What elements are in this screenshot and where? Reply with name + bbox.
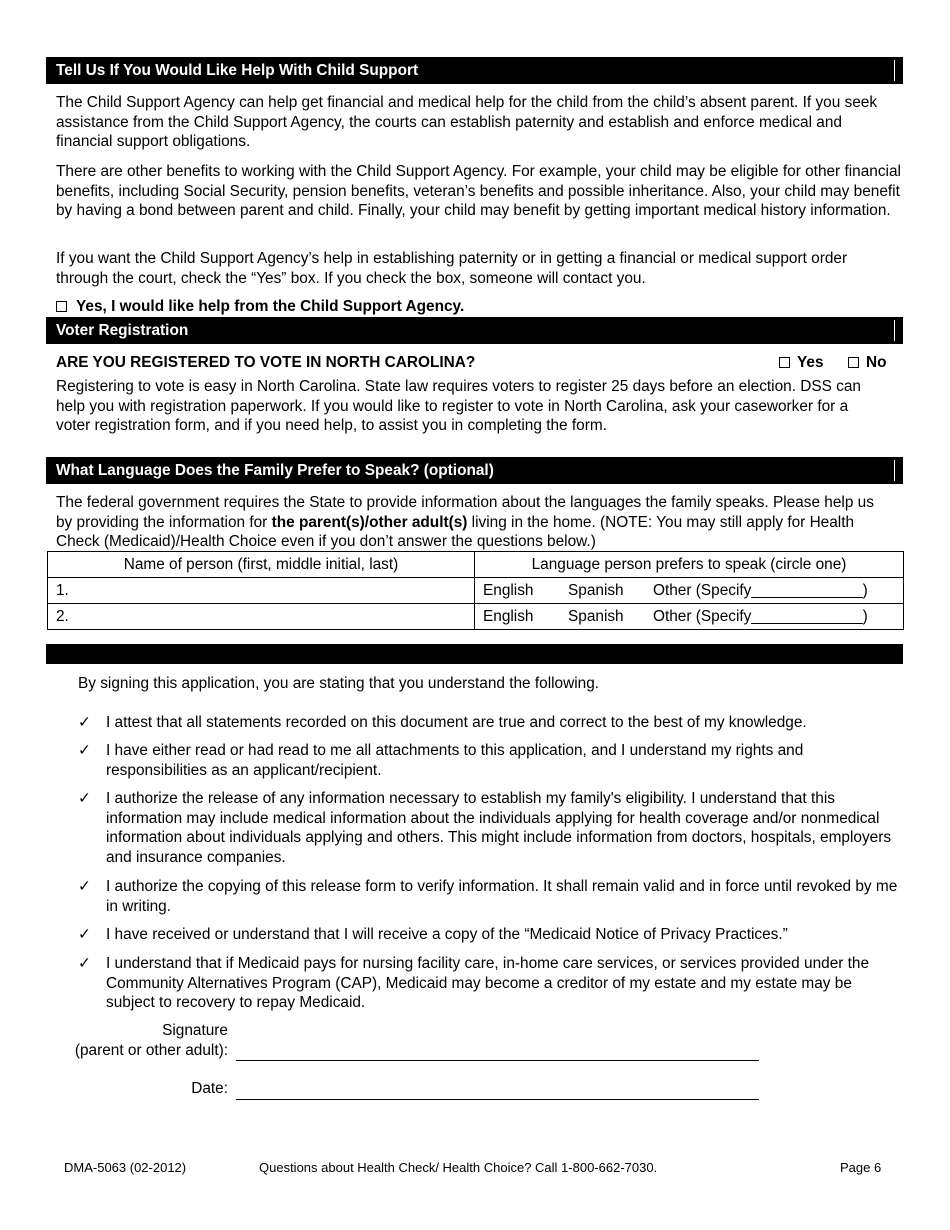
signature-label-line-2: (parent or other adult): — [74, 1041, 228, 1059]
language-choice-cell — [475, 578, 904, 604]
voter-yes-checkbox[interactable] — [779, 357, 790, 368]
attestation-item — [78, 877, 898, 916]
child-support-option — [56, 297, 901, 317]
child-support-para-2: There are other benefits to working with the Child Support Agency. For example, your child may be eligible for other financial benefits, including Social Security, pension benefits, veteran’s benefits and possible inheritance. Also, your child may benefit by having a bond between parent and child. Finally, your child may benefit by getting important medical history information. — [56, 163, 901, 220]
row-number: 2. — [56, 607, 69, 625]
voter-yes-option — [779, 353, 824, 373]
attestation-item — [78, 789, 898, 867]
spanish-option[interactable]: Spanish — [568, 607, 624, 625]
language-para-part-2: living in the home. (NOTE: You may still apply for Health Check (Medicaid)/Health Choice even if you don’t answer the questions below.) — [56, 513, 855, 551]
header-divider — [894, 460, 895, 481]
date-field[interactable] — [236, 1099, 759, 1100]
signature-label — [40, 1021, 228, 1060]
check-icon: ✓ — [78, 955, 91, 972]
attestation-item-text: I attest that all statements recorded on this document are true and correct to the best of my knowledge. — [106, 714, 807, 731]
language-para-part-1: The federal government requires the State to provide information about the languages the family speaks. Please help us by providing the information for — [56, 494, 874, 531]
english-option[interactable]: English — [483, 581, 534, 599]
other-option[interactable]: Other (Specify_____________) — [653, 607, 868, 625]
language-choice-cell — [475, 604, 904, 630]
language-table-header-row — [48, 552, 904, 578]
voter-question: ARE YOU REGISTERED TO VOTE IN NORTH CAROLINA? — [56, 354, 476, 371]
signature-field[interactable] — [236, 1060, 759, 1061]
footer-help-line: Questions about Health Check/ Health Choice? Call 1-800-662-7030. — [259, 1160, 658, 1175]
attestation-item-text: I have either read or had read to me all attachments to this application, and I understand my rights and responsibilities as an applicant/recipient. — [106, 742, 804, 779]
check-icon: ✓ — [78, 790, 91, 807]
attestation-item — [78, 925, 898, 945]
spanish-option[interactable]: Spanish — [568, 581, 624, 599]
attestation-item-text: I have received or understand that I will receive a copy of the “Medicaid Notice of Privacy Practices.” — [106, 926, 788, 943]
date-label: Date: — [191, 1080, 228, 1097]
child-support-header — [46, 57, 903, 84]
signature-label-line-1: Signature — [162, 1022, 228, 1039]
voter-no-checkbox[interactable] — [848, 357, 859, 368]
attestation-intro: By signing this application, you are stating that you understand the following. — [78, 675, 600, 692]
header-divider — [894, 60, 895, 81]
attestation-item-text: I authorize the copying of this release form to verify information. It shall remain valid and in force until revoked by me in writing. — [106, 878, 898, 915]
child-support-header-text: Tell Us If You Would Like Help With Child Support — [56, 62, 419, 79]
voter-no-label: No — [866, 354, 887, 371]
child-support-checkbox-label: Yes, I would like help from the Child Support Agency. — [76, 298, 465, 315]
check-icon: ✓ — [78, 878, 91, 895]
child-support-checkbox[interactable] — [56, 301, 67, 312]
header-divider — [894, 320, 895, 341]
voter-registration-header — [46, 317, 903, 344]
english-option[interactable]: English — [483, 607, 534, 625]
person-name-cell[interactable] — [48, 604, 475, 630]
language-header — [46, 457, 903, 484]
attestation-item — [78, 954, 898, 1013]
footer-page-number: Page 6 — [840, 1160, 882, 1175]
child-support-para-3: If you want the Child Support Agency’s help in establishing paternity or in getting a financial or medical support order through the court, check the “Yes” box. If you check the box, someone will contact you. — [56, 250, 848, 287]
check-icon: ✓ — [78, 714, 91, 731]
col-language-header: Language person prefers to speak (circle one) — [475, 552, 904, 578]
person-name-cell[interactable] — [48, 578, 475, 604]
attestation-header-bar — [46, 644, 903, 664]
row-number: 1. — [56, 581, 69, 599]
attestation-item — [78, 713, 898, 733]
check-icon: ✓ — [78, 926, 91, 943]
voter-yes-label: Yes — [797, 354, 824, 371]
language-para-bold: the parent(s)/other adult(s) — [271, 513, 468, 531]
child-support-para-1: The Child Support Agency can help get financial and medical help for the child from the child’s absent parent. If you seek assistance from the Child Support Agency, the courts can establish paternity and establish and enforce medical and financial support obligations. — [56, 94, 878, 151]
check-icon: ✓ — [78, 742, 91, 759]
attestation-item-text: I understand that if Medicaid pays for nursing facility care, in-home care services, or services provided under the Community Alternatives Program (CAP), Medicaid may become a creditor of my estate and my estate may be subject to recovery to repay Medicaid. — [106, 955, 870, 1012]
voter-paragraph: Registering to vote is easy in North Carolina. State law requires voters to register 25 days before an election. DSS can help you with registration paperwork. If you would like to register to vote in North Carolina, ask your caseworker for a voter registration form, and if you need help, to assist you in completing the form. — [56, 378, 861, 435]
language-paragraph — [56, 493, 894, 552]
footer-form-id: DMA-5063 (02-2012) — [64, 1160, 187, 1175]
table-row — [48, 604, 904, 630]
language-table — [47, 551, 904, 630]
language-header-text: What Language Does the Family Prefer to Speak? (optional) — [56, 462, 494, 479]
other-option[interactable]: Other (Specify_____________) — [653, 581, 868, 599]
voter-no-option — [848, 353, 887, 373]
col-name-header: Name of person (first, middle initial, last) — [48, 552, 475, 578]
attestation-item-text: I authorize the release of any information necessary to establish my family's eligibility. I understand that this information may include medical information about the individuals applying for health coverage and/or nonmedical information about individuals applying and others. This might include information from doctors, hospitals, employers and insurance companies. — [106, 790, 892, 866]
voter-registration-header-text: Voter Registration — [56, 322, 189, 339]
table-row — [48, 578, 904, 604]
attestation-item — [78, 741, 898, 780]
